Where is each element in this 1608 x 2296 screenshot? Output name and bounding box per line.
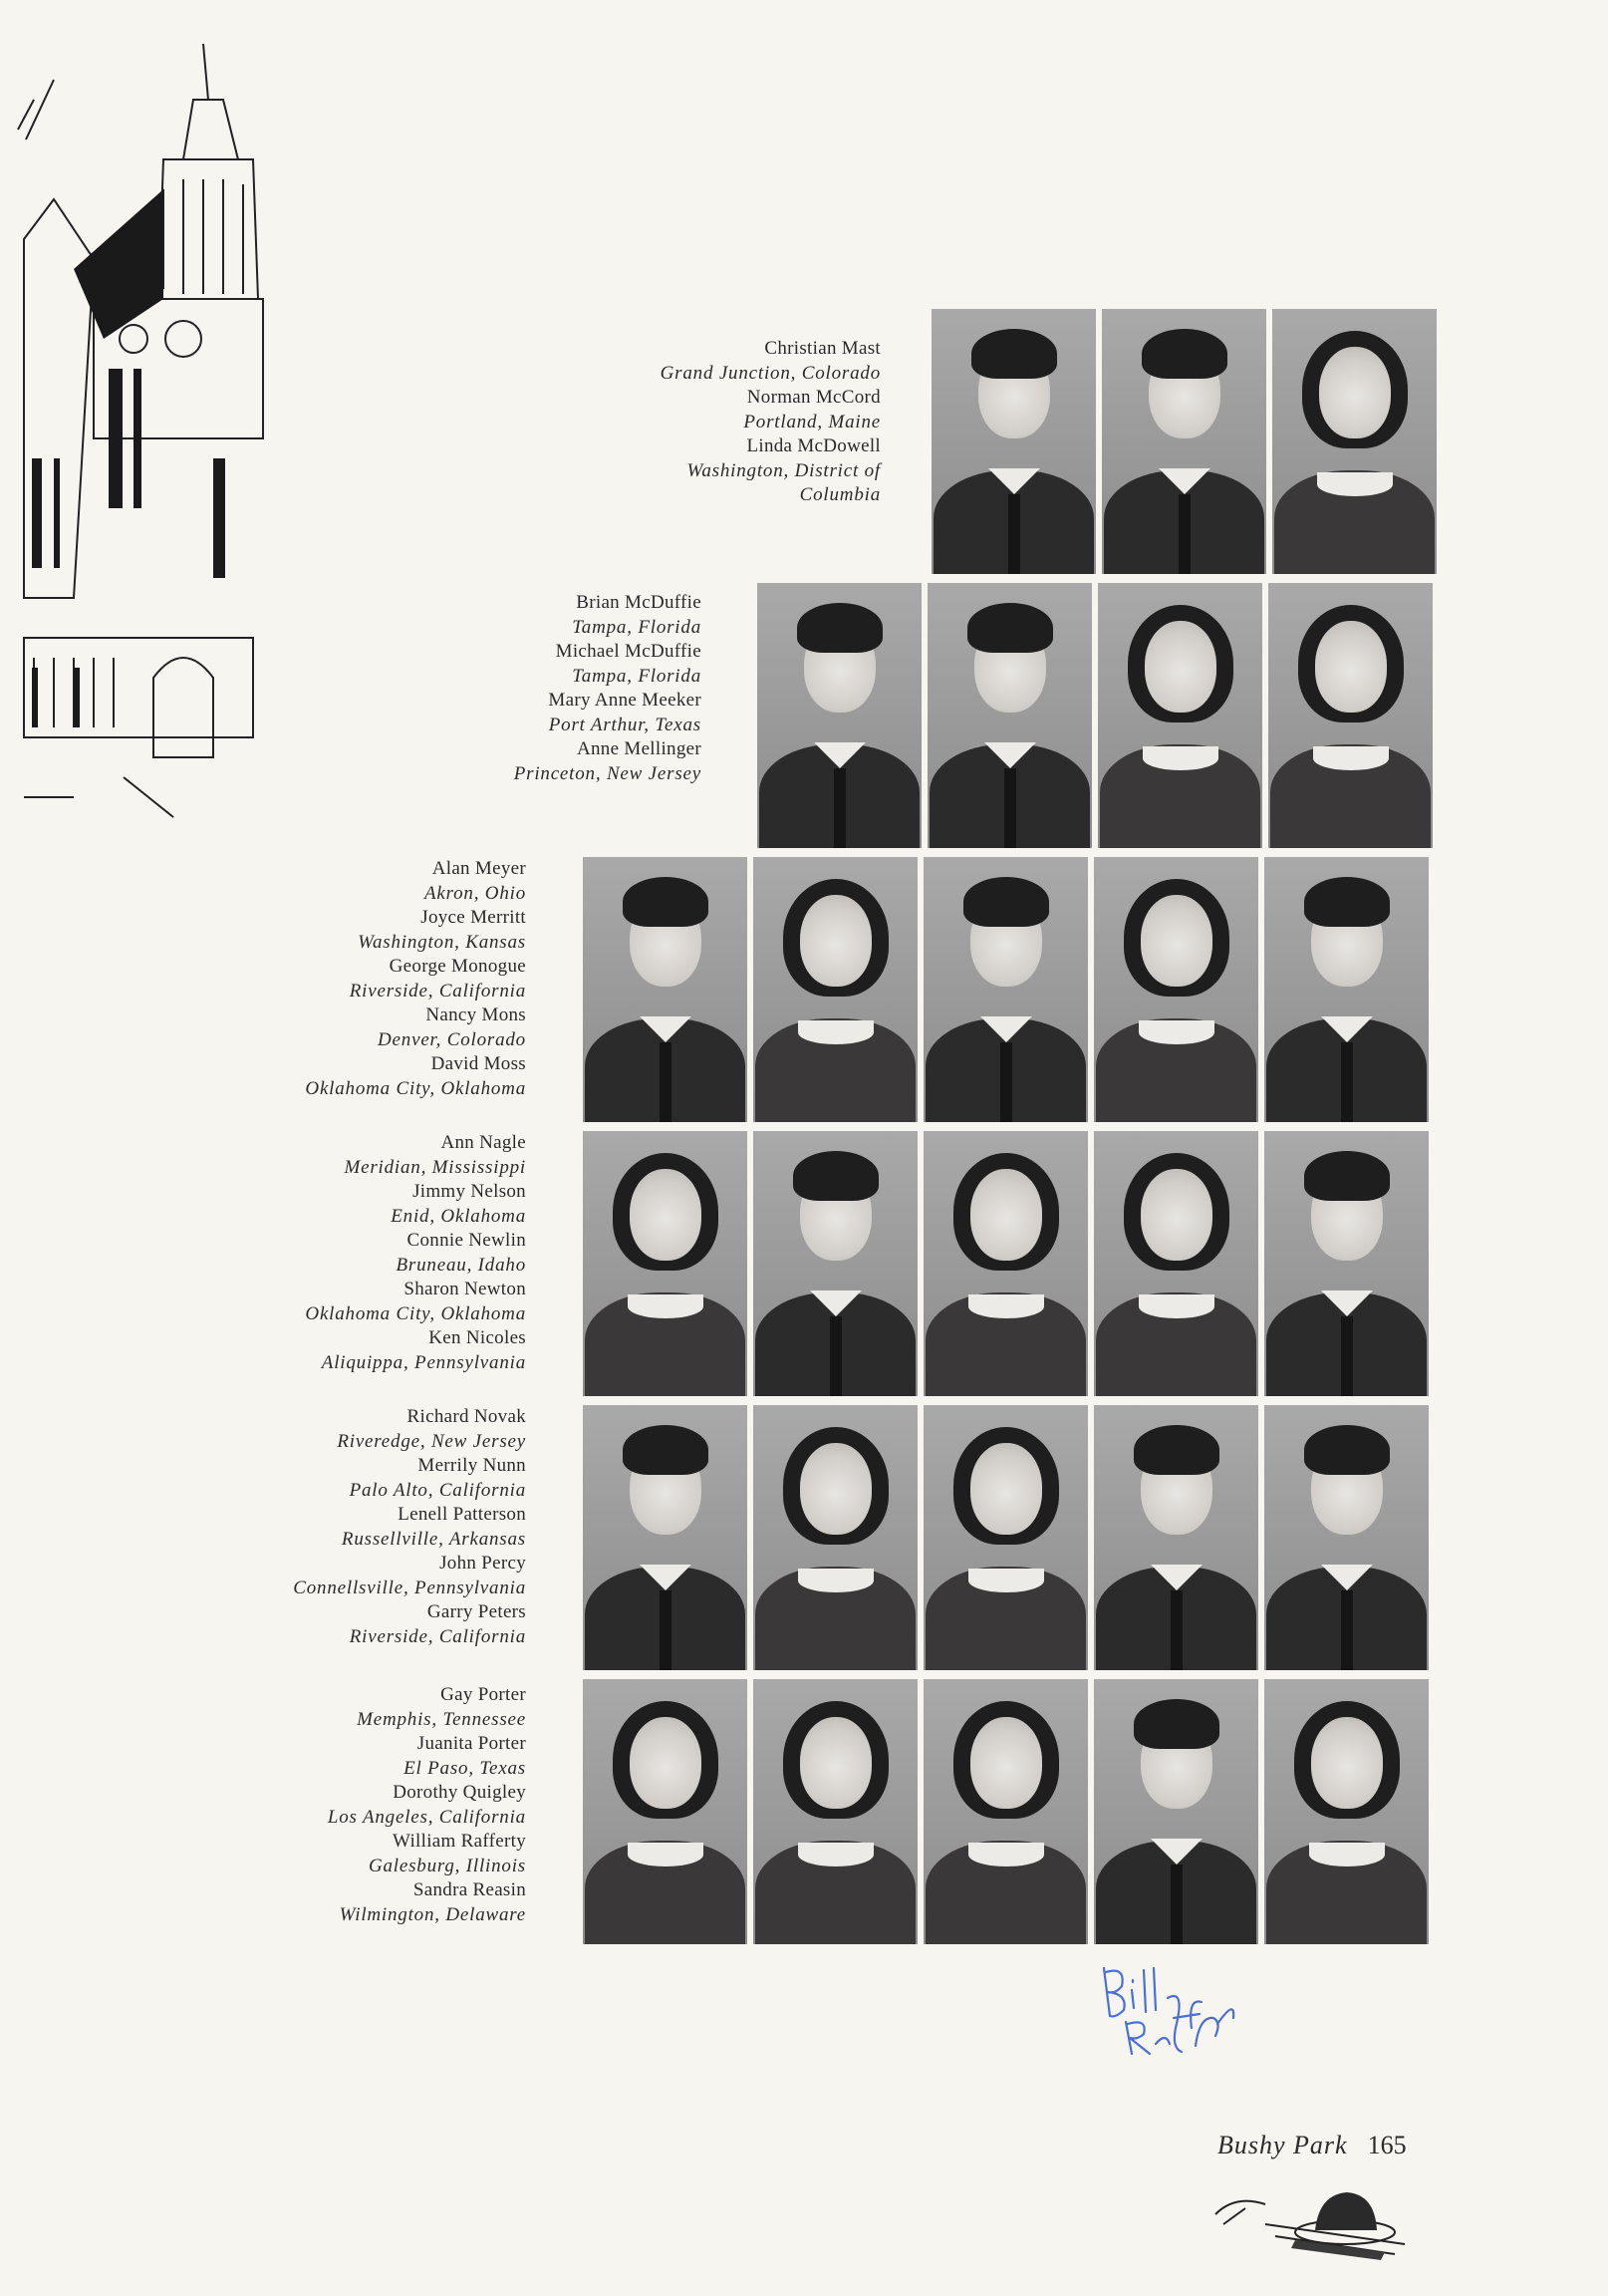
student-portrait-photo (753, 1131, 918, 1396)
student-hometown: El Paso, Texas (403, 1757, 526, 1779)
student-entry (293, 1454, 526, 1503)
student-name: Norman McCord (746, 387, 881, 408)
student-portrait-photo (583, 1679, 747, 1944)
student-name: Christian Mast (764, 338, 881, 359)
student-entry (305, 1229, 526, 1278)
student-portrait-photo (1094, 1131, 1258, 1396)
photo-strip (583, 857, 1429, 1122)
student-name: Lenell Patterson (398, 1504, 526, 1525)
student-hometown: Grand Junction, Colorado (660, 362, 881, 384)
student-name: Gay Porter (440, 1684, 526, 1705)
photo-strip (932, 309, 1437, 574)
student-name: Jimmy Nelson (412, 1181, 526, 1202)
student-hometown: Washington, Kansas (358, 931, 526, 953)
student-entry (305, 1004, 526, 1052)
student-hometown: Galesburg, Illinois (368, 1855, 526, 1876)
student-name: Sandra Reasin (412, 1879, 526, 1900)
student-entry (328, 1830, 526, 1878)
student-name: Michael McDuffie (555, 641, 701, 662)
name-list (305, 857, 526, 1101)
student-portrait-photo (583, 857, 747, 1122)
student-hometown: Enid, Oklahoma (391, 1205, 526, 1227)
page-number: 165 (1367, 2131, 1407, 2159)
building-sketch-illustration (14, 40, 283, 837)
student-entry (305, 857, 526, 906)
student-entry (328, 1781, 526, 1830)
student-portrait-photo (1094, 1679, 1258, 1944)
student-entry (514, 689, 701, 737)
student-hometown: Bruneau, Idaho (396, 1254, 526, 1276)
photo-strip (583, 1405, 1429, 1670)
student-hometown: Riveredge, New Jersey (337, 1430, 526, 1452)
student-hometown: Connellsville, Pennsylvania (293, 1577, 526, 1598)
page-footer (1217, 2131, 1407, 2160)
student-name: Richard Novak (406, 1406, 526, 1427)
student-hometown: Oklahoma City, Oklahoma (305, 1077, 526, 1099)
student-entry (661, 386, 881, 434)
student-name: Linda McDowell (746, 435, 881, 456)
student-entry (661, 434, 881, 508)
student-entry (293, 1503, 526, 1552)
student-portrait-photo (924, 1679, 1088, 1944)
name-list (305, 1131, 526, 1375)
student-name: Juanita Porter (416, 1733, 526, 1754)
student-name: Ken Nicoles (428, 1327, 526, 1348)
student-hometown: Tampa, Florida (572, 665, 701, 687)
student-entry (305, 1326, 526, 1375)
student-portrait-photo (1264, 1131, 1429, 1396)
student-portrait-photo (932, 309, 1096, 574)
student-hometown: Washington, District of Columbia (686, 459, 881, 505)
student-name: Joyce Merritt (420, 907, 526, 928)
student-entry (328, 1878, 526, 1927)
student-portrait-photo (928, 583, 1092, 848)
student-hometown: Wilmington, Delaware (339, 1903, 526, 1925)
student-entry (661, 337, 881, 386)
student-entry (305, 1052, 526, 1101)
student-entry (514, 591, 701, 640)
photo-strip (583, 1679, 1429, 1944)
student-portrait-photo (1098, 583, 1262, 848)
student-hometown: Port Arthur, Texas (548, 714, 701, 735)
student-portrait-photo (1264, 1405, 1429, 1670)
student-name: John Percy (439, 1553, 526, 1574)
student-hometown: Aliquippa, Pennsylvania (321, 1351, 526, 1373)
student-hometown: Palo Alto, California (349, 1479, 526, 1501)
student-portrait-photo (1264, 857, 1429, 1122)
name-list (514, 591, 701, 786)
student-entry (305, 955, 526, 1004)
student-entry (305, 1131, 526, 1180)
student-hometown: Tampa, Florida (572, 616, 701, 638)
student-entry (305, 1278, 526, 1326)
student-portrait-photo (1268, 583, 1433, 848)
student-portrait-photo (583, 1131, 747, 1396)
hat-and-umbrella-sketch (1206, 2174, 1435, 2264)
student-hometown: Riverside, California (349, 980, 526, 1002)
student-portrait-photo (583, 1405, 747, 1670)
student-portrait-photo (1264, 1679, 1429, 1944)
student-entry (514, 640, 701, 689)
student-name: Brian McDuffie (576, 592, 701, 613)
student-hometown: Princeton, New Jersey (513, 762, 701, 784)
student-hometown: Riverside, California (349, 1625, 526, 1647)
student-name: Garry Peters (426, 1601, 526, 1622)
student-portrait-photo (753, 1405, 918, 1670)
student-hometown: Russellville, Arkansas (341, 1528, 526, 1550)
student-name: Merrily Nunn (417, 1455, 526, 1476)
student-name: Mary Anne Meeker (548, 690, 701, 711)
footer-section-title: Bushy Park (1217, 2131, 1348, 2159)
student-name: Nancy Mons (425, 1004, 526, 1025)
handwritten-signature (1096, 1958, 1245, 2058)
photo-strip (583, 1131, 1429, 1396)
student-hometown: Denver, Colorado (378, 1028, 526, 1050)
student-portrait-photo (924, 1131, 1088, 1396)
student-portrait-photo (1094, 857, 1258, 1122)
student-hometown: Oklahoma City, Oklahoma (305, 1302, 526, 1324)
student-entry (305, 1180, 526, 1229)
student-portrait-photo (753, 857, 918, 1122)
student-entry (293, 1600, 526, 1649)
student-name: Sharon Newton (403, 1279, 526, 1299)
student-portrait-photo (1272, 309, 1437, 574)
student-entry (328, 1732, 526, 1781)
student-portrait-photo (1094, 1405, 1258, 1670)
student-portrait-photo (753, 1679, 918, 1944)
student-hometown: Memphis, Tennessee (357, 1708, 526, 1730)
student-hometown: Akron, Ohio (423, 882, 526, 904)
student-entry (328, 1683, 526, 1732)
photo-strip (757, 583, 1433, 848)
student-entry (514, 737, 701, 786)
student-name: Dorothy Quigley (393, 1782, 526, 1803)
student-hometown: Portland, Maine (743, 411, 881, 432)
student-name: William Rafferty (392, 1831, 526, 1852)
student-name: Connie Newlin (406, 1230, 526, 1251)
student-entry (293, 1552, 526, 1600)
student-portrait-photo (757, 583, 922, 848)
student-name: Anne Mellinger (576, 738, 701, 759)
name-list (293, 1405, 526, 1649)
student-entry (293, 1405, 526, 1454)
student-name: George Monogue (389, 956, 526, 977)
student-hometown: Los Angeles, California (327, 1806, 526, 1828)
student-portrait-photo (924, 1405, 1088, 1670)
student-name: Ann Nagle (440, 1132, 526, 1153)
student-name: Alan Meyer (431, 858, 526, 879)
student-hometown: Meridian, Mississippi (344, 1156, 526, 1178)
name-list (328, 1683, 526, 1927)
student-entry (305, 906, 526, 955)
student-portrait-photo (1102, 309, 1266, 574)
student-name: David Moss (430, 1053, 526, 1074)
name-list (661, 337, 881, 508)
student-portrait-photo (924, 857, 1088, 1122)
